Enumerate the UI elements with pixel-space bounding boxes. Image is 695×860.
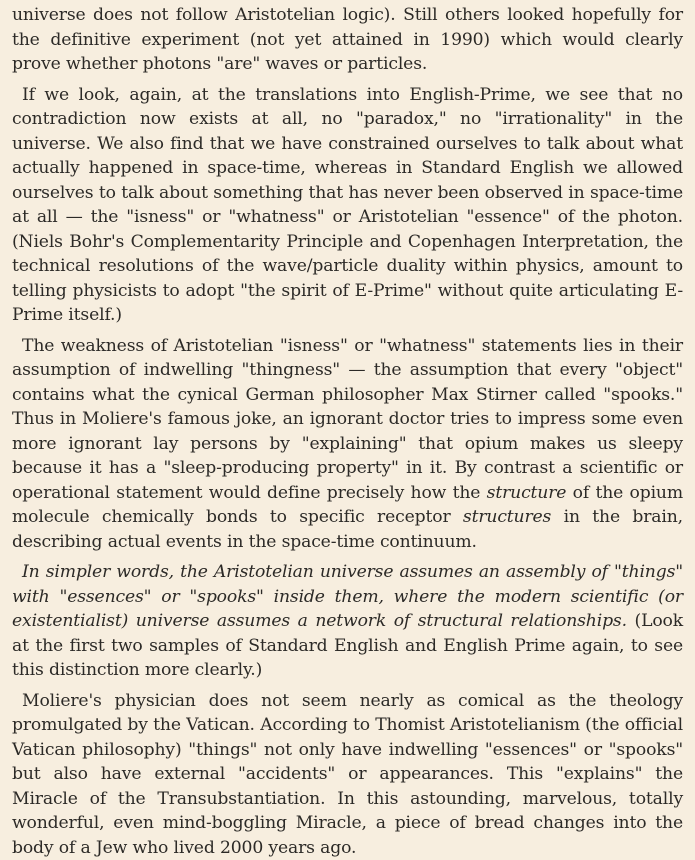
paragraph-4-text: (Look at the first two samples of Standard English and English Prime again, to see this distinction more clearly.)	[12, 611, 683, 680]
paragraph-3-emphasis-structure: structure	[487, 483, 567, 503]
paragraph-5: Moliere's physician does not seem nearly as comical as the theology promulgated by the Vatican. According to Thomist Aristotelianism (the official Vatican philosophy) "things" not only have indwelling "essences" or "spooks" but also have external "accidents" or appearances. This "explains" the Miracle of the Transubstantiation. In this astounding, marvelous, totally wonderful, even mind-boggling Miracle, a piece of bread changes into the body of a Jew who lived 2000 years ago.	[12, 689, 683, 860]
paragraph-4-italic-summary: In simpler words, the Aristotelian universe assumes an assembly of "things" with "essences" or "spooks" inside them, where the modern scientific (or existentialist) universe assumes a network of structural relationships.	[12, 562, 683, 631]
paragraph-3-emphasis-structures: structures	[463, 507, 551, 527]
paragraph-2: If we look, again, at the translations into English-Prime, we see that no contradiction now exists at all, no "paradox," no "irrationality" in the universe. We also find that we have constrained ourselves to talk about what actually happened in space-time, whereas in Standard English we allowed ourselves to talk about something that has never been observed in space-time at all — the "isness" or "whatness" or Aristotelian "essence" of the photon. (Niels Bohr's Complementarity Principle and Copenhagen Interpretation, the technical resolutions of the wave/particle duality within physics, amount to telling physicists to adopt "the spirit of E-Prime" without quite articulating E-Prime itself.)	[12, 83, 683, 328]
paragraph-3-text-b: of the opium molecule chemically bonds to specific receptor	[12, 483, 683, 528]
paragraph-1: universe does not follow Aristotelian logic). Still others looked hopefully for the definitive experiment (not yet attained in 1990) which would clearly prove whether photons "are" waves or particles.	[12, 3, 683, 77]
paragraph-3	[12, 334, 683, 555]
paragraph-3-text-c: in the brain, describing actual events in the space-time continuum.	[12, 507, 683, 552]
paragraph-3-text-a: The weakness of Aristotelian "isness" or "whatness" statements lies in their assumption of indwelling "thingness" — the assumption that every "object" contains what the cynical German philosopher Max Stirner called "spooks." Thus in Moliere's famous joke, an ignorant doctor tries to impress some even more ignorant lay persons by "explaining" that opium makes us sleepy because it has a "sleep-producing property" in it. By contrast a scientific or operational statement would define precisely how the	[12, 336, 683, 503]
paragraph-4	[12, 560, 683, 683]
